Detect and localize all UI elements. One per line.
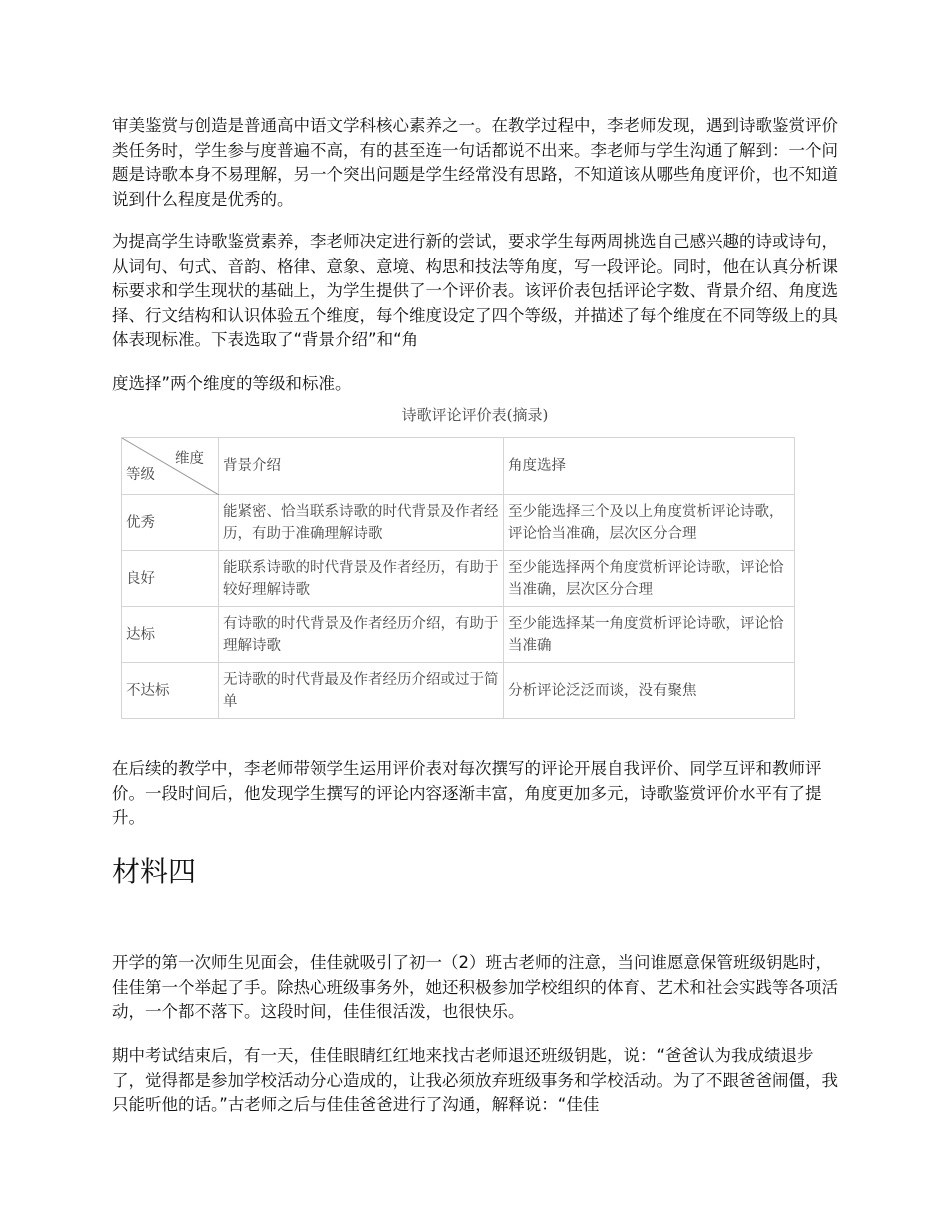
paragraph-1: 审美鉴赏与创造是普通高中语文学科核心素养之一。在教学过程中，李老师发现，遇到诗歌鉴赏评价类任务时，学生参与度普遍不高，有的甚至连一句话都说不出来。李老师与学生沟通了解到：一个问题是诗歌本身不易理解，另一个突出问题是学生经常没有思路，不知道该从哪些角度评价，也不知道说到什么程度是优秀的。 bbox=[112, 116, 838, 209]
paragraph-5: 期中考试结束后，有一天，佳佳眼睛红红地来找古老师退还班级钥匙，说：“爸爸认为我成绩退步了，觉得都是参加学校活动分心造成的，让我必须放弃班级事务和学校活动。为了不跟爸爸闹僵，我只能听他的话。”古老师之后与佳佳爸爸进行了沟通，解释说：“佳佳 bbox=[112, 1046, 838, 1114]
section-heading: 材料四 bbox=[112, 855, 197, 888]
background-cell: 有诗歌的时代背景及作者经历介绍，有助于理解诗歌 bbox=[219, 607, 504, 663]
table-title: 诗歌评论评价表(摘录) bbox=[401, 406, 549, 424]
background-cell: 能紧密、恰当联系诗歌的时代背景及作者经历，有助于准确理解诗歌 bbox=[219, 495, 504, 551]
column-header-angle: 角度选择 bbox=[504, 438, 795, 495]
table-row bbox=[122, 551, 795, 607]
column-header-background: 背景介绍 bbox=[219, 438, 504, 495]
angle-cell: 至少能选择某一角度赏析评论诗歌，评论恰当准确 bbox=[504, 607, 795, 663]
evaluation-table bbox=[121, 437, 795, 719]
background-cell: 无诗歌的时代背最及作者经历介绍或过于简单 bbox=[219, 663, 504, 719]
level-cell: 达标 bbox=[122, 607, 219, 663]
paragraph-2: 为提高学生诗歌鉴赏素养，李老师决定进行新的尝试，要求学生每两周挑选自己感兴趣的诗或诗句，从词句、句式、音韵、格律、意象、意境、构思和技法等角度，写一段评论。同时，他在认真分析课标要求和学生现状的基础上，为学生提供了一个评价表。该评价表包括评论字数、背景介绍、角度选择、行文结构和认识体验五个维度，每个维度设定了四个等级，并描述了每个维度在不同等级上的具体表现标准。下表选取了“背景介绍”和“角 bbox=[112, 232, 838, 349]
paragraph-3: 在后续的教学中，李老师带领学生运用评价表对每次撰写的评论开展自我评价、同学互评和教师评价。一段时间后，他发现学生撰写的评论内容逐渐丰富，角度更加多元，诗歌鉴赏评价水平有了提升。 bbox=[112, 759, 822, 827]
table-row bbox=[122, 495, 795, 551]
table-row bbox=[122, 607, 795, 663]
angle-cell: 至少能选择两个角度赏析评论诗歌，评论恰当准确，层次区分合理 bbox=[504, 551, 795, 607]
paragraph-4: 开学的第一次师生见面会，佳佳就吸引了初一（2）班古老师的注意，当问谁愿意保管班级钥匙时，佳佳第一个举起了手。除热心班级事务外，她还积极参加学校组织的体育、艺术和社会实践等各项活动，一个都不落下。这段时间，佳佳很活泼，也很快乐。 bbox=[112, 953, 838, 1021]
level-cell: 良好 bbox=[122, 551, 219, 607]
corner-level-label: 等级 bbox=[126, 467, 155, 483]
paragraph-2-continued: 度选择”两个维度的等级和标准。 bbox=[112, 374, 352, 393]
table-header-row bbox=[122, 438, 795, 495]
table-row bbox=[122, 663, 795, 719]
angle-cell: 分析评论泛泛而谈，没有聚焦 bbox=[504, 663, 795, 719]
level-cell: 优秀 bbox=[122, 495, 219, 551]
angle-cell: 至少能选择三个及以上角度赏析评论诗歌，评论恰当准确，层次区分合理 bbox=[504, 495, 795, 551]
corner-dimension-label: 维度 bbox=[175, 451, 204, 467]
background-cell: 能联系诗歌的时代背景及作者经历，有助于较好理解诗歌 bbox=[219, 551, 504, 607]
level-cell: 不达标 bbox=[122, 663, 219, 719]
table-corner-cell bbox=[122, 438, 219, 495]
